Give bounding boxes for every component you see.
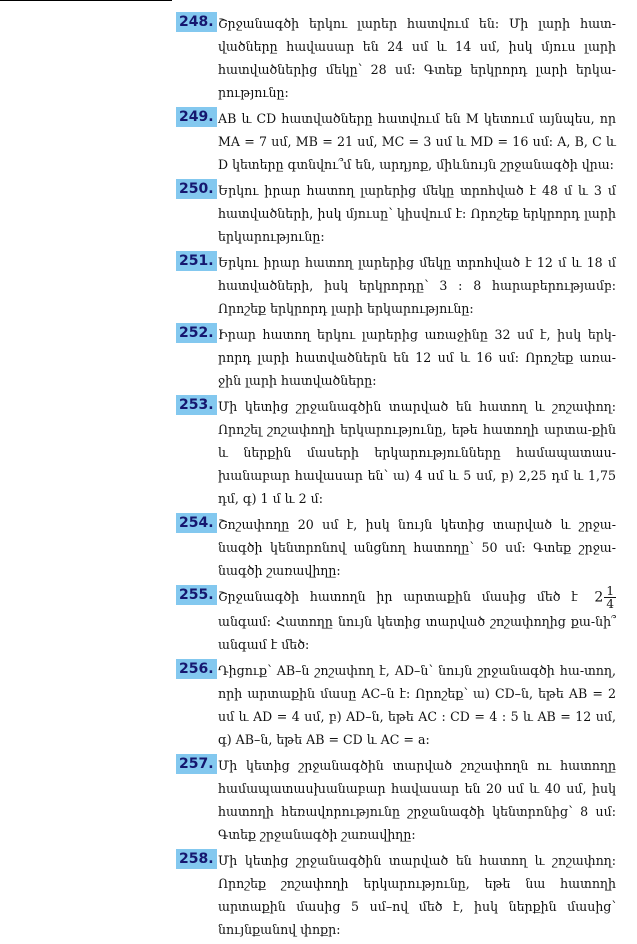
fraction <box>604 585 616 610</box>
problem-item <box>176 251 616 320</box>
problem-item <box>176 754 616 846</box>
top-rule <box>0 0 172 1</box>
fraction-denominator: 4 <box>606 597 614 611</box>
problem-item <box>176 849 616 941</box>
mixed-number <box>594 585 616 610</box>
problem-number: 250. <box>176 179 217 199</box>
problem-text: Մի կետից շրջանագծին տարված են հատող և շոշափող: Որոշեք շոշափողի երկարությունը, եթե նա հատողի արտաքին մասից 5 սմ–ով մեծ է, իսկ ներքին մասից՝ նույնքանով փոքր: <box>218 853 616 937</box>
problem-text <box>218 585 616 656</box>
problem-list <box>176 12 616 944</box>
problem-item <box>176 12 616 104</box>
mixed-number-whole: 2 <box>594 589 604 606</box>
problem-text: Մի կետից շրջանագծին տարված են հատող և շոշափող: Որոշել շոշափողի երկարությունը, եթե հատողի արտա-քին և ներքին մասերի երկարությունները համապատաս-խանաբար հավասար են՝ ա) 4 սմ և 5 սմ, բ) 2,25 դմ և 1,75 դմ, գ) 1 մ և 2 մ: <box>218 399 616 506</box>
problem-number: 258. <box>176 849 217 869</box>
problem-number: 257. <box>176 754 217 774</box>
problem-number: 249. <box>176 107 217 127</box>
problem-item <box>176 659 616 751</box>
problem-item <box>176 107 616 176</box>
problem-number: 253. <box>176 395 217 415</box>
problem-text: Երկու իրար հատող լարերից մեկը տրոհված է 12 մ և 18 մ հատվածների, իսկ երկրորդը՝ 3 : 8 հարաբերությամբ: Որոշեք երկրորդ լարի երկարությունը: <box>218 255 616 316</box>
problem-text: AB և CD հատվածները հատվում են M կետում այնպես, որ MA = 7 սմ, MB = 21 սմ, MC = 3 սմ և MD = 16 սմ: A, B, C և D կետերը գտնվու՞մ են, արդյոք, միևնույն շրջանագծի վրա: <box>218 111 616 172</box>
problem-item <box>176 585 616 656</box>
problem-number: 248. <box>176 12 217 32</box>
problem-item <box>176 323 616 392</box>
problem-item <box>176 513 616 582</box>
problem-item <box>176 395 616 510</box>
problem-item <box>176 179 616 248</box>
fraction-numerator: 1 <box>606 584 614 598</box>
problem-text-before: Շրջանագծի հատողն իր արտաքին մասից մեծ է <box>218 589 578 604</box>
problem-text: Իրար հատող երկու լարերից առաջինը 32 սմ է, իսկ երկ-րորդ լարի հատվածներն են 12 սմ և 16 սմ: Որոշեք առա-ջին լարի հատվածները: <box>218 327 616 388</box>
problem-text: Մի կետից շրջանագծին տարված շոշափողն ու հատողը համապատասխանաբար հավասար են 20 սմ և 40 սմ, իսկ հատողի հեռավորությունը շրջանագծի կենտրոնից՝ 8 սմ: Գտեք շրջանագծի շառավիղը: <box>218 758 616 842</box>
problem-text: Դիցուք՝ AB–ն շոշափող է, AD–ն՝ նույն շրջանագծի հա-տող, որի արտաքին մասը AC–ն է: Որոշեք՝ ա) CD–ն, եթե AB = 2 սմ և AD = 4 սմ, բ) AD–ն, եթե AC : CD = 4 : 5 և AB = 12 սմ, գ) AB–ն, եթե AB = CD և AC = a: <box>218 663 616 747</box>
problem-text: Շոշափողը 20 սմ է, իսկ նույն կետից տարված և շրջա-նագծի կենտրոնով անցնող հատողը՝ 50 սմ: Գտեք շրջա-նագծի շառավիղը: <box>218 517 616 578</box>
problem-number: 255. <box>176 585 217 605</box>
problem-number: 251. <box>176 251 217 271</box>
problem-text-after: անգամ: Հատողը նույն կետից տարված շոշափողից քա-նի՞ անգամ է մեծ: <box>218 614 616 652</box>
problem-text: Երկու իրար հատող լարերից մեկը տրոհված է 48 մ և 3 մ հատվածների, իսկ մյուսը՝ կիսվում է: Որոշեք երկրորդ լարի երկարությունը: <box>218 183 616 244</box>
problem-number: 256. <box>176 659 217 679</box>
problem-number: 254. <box>176 513 217 533</box>
problem-number: 252. <box>176 323 217 343</box>
problem-text: Շրջանագծի երկու լարեր հատվում են: Մի լարի հատ-վածները հավասար են 24 սմ և 14 սմ, իսկ մյուս լարի հատվածներից մեկը՝ 28 սմ: Գտեք երկրորդ լարի երկա-րությունը: <box>218 16 616 100</box>
